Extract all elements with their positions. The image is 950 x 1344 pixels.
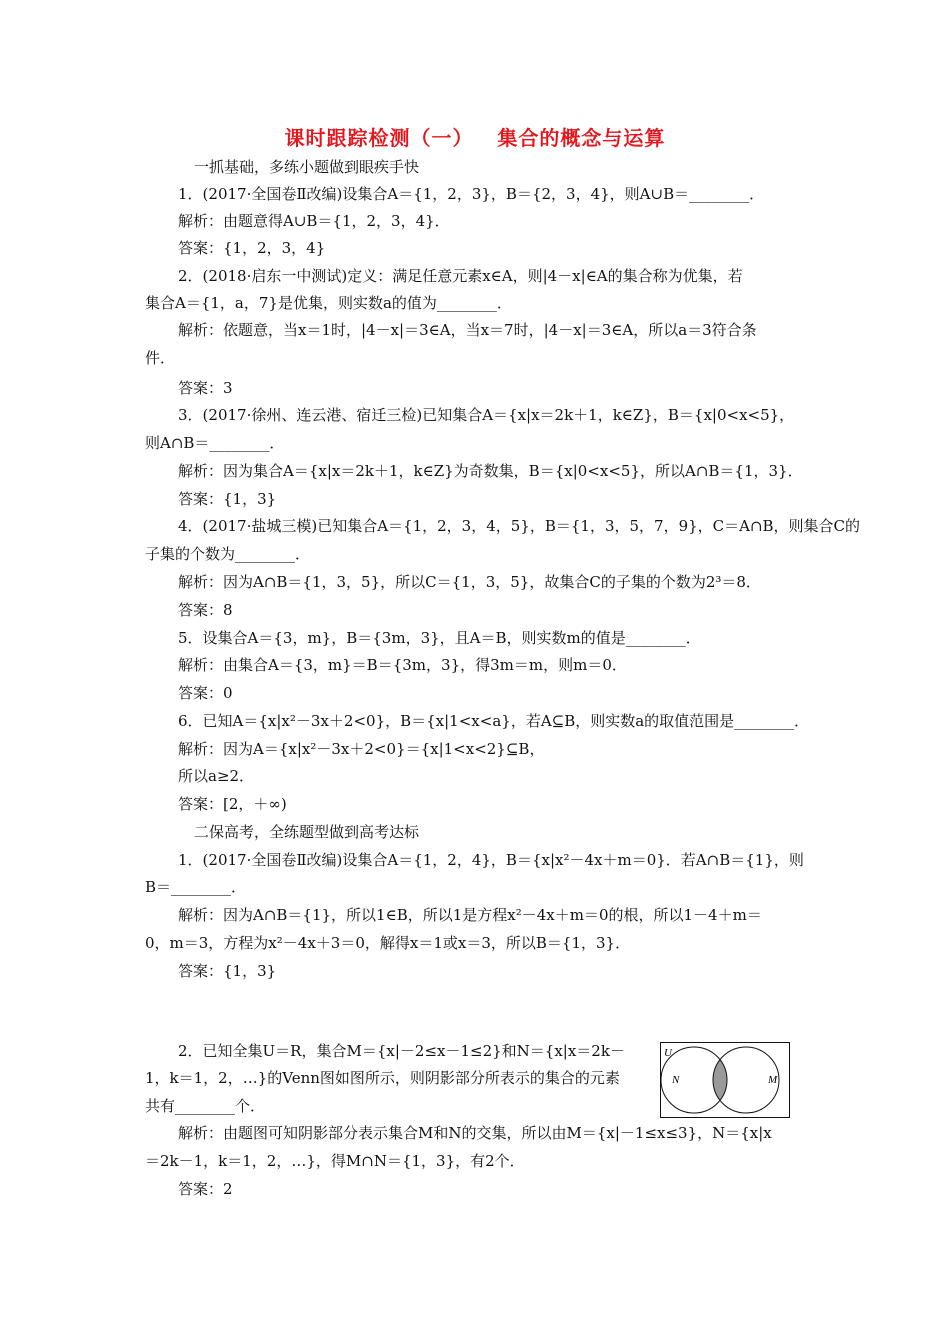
solution-line: 0，m＝3，方程为x²－4x＋3＝0，解得x＝1或x＝3，所以B＝{1，3}． [145, 934, 631, 952]
venn-label-m: M [768, 1074, 778, 1086]
question-line: B＝________． [145, 878, 247, 896]
question-line: 6．已知A＝{x|x²－3x＋2<0}，B＝{x|1<x<a}，若A⊆B，则实数a的取值范围是________． [178, 712, 810, 730]
solution-line: 解析：由集合A＝{3，m}＝B＝{3m，3}，得3m＝m，则m＝0． [178, 656, 627, 674]
solution-line: 解析：由题图可知阴影部分表示集合M和N的交集，所以由M＝{x|－1≤x≤3}，N＝{x|x [178, 1124, 772, 1142]
section-heading: 一抓基础，多练小题做到眼疾手快 [194, 158, 420, 176]
solution-line: ＝2k－1，k＝1，2，…}，得M∩N＝{1，3}，有2个． [145, 1152, 525, 1170]
venn-label-u: U [664, 1047, 672, 1059]
question-line: 1．(2017·全国卷Ⅱ改编)设集合A＝{1，2，3}，B＝{2，3，4}，则A∪B＝________． [178, 185, 765, 203]
answer-line: 答案：8 [178, 601, 233, 619]
question-line: 4．(2017·盐城三模)已知集合A＝{1，2，3，4，5}，B＝{1，3，5，7，9}，C＝A∩B，则集合C的 [178, 517, 861, 535]
answer-line: 答案：3 [178, 379, 233, 397]
page-title: 课时跟踪检测（一） 集合的概念与运算 [284, 126, 666, 150]
question-line: 1．(2017·全国卷Ⅱ改编)设集合A＝{1，2，4}，B＝{x|x²－4x＋m＝0}．若A∩B＝{1}，则 [178, 851, 804, 869]
solution-line: 所以a≥2． [178, 767, 255, 785]
solution-line: 解析：依题意，当x＝1时，|4－x|＝3∈A，当x＝7时，|4－x|＝3∈A，所以a＝3符合条 [178, 321, 757, 339]
question-line: 集合A＝{1，a，7}是优集，则实数a的值为________． [145, 294, 512, 312]
question-line: 2．(2018·启东一中测试)定义：满足任意元素x∈A，则|4－x|∈A的集合称为优集，若 [178, 267, 743, 285]
solution-line: 解析：因为A∩B＝{1}，所以1∈B，所以1是方程x²－4x＋m＝0的根，所以1－4＋m＝ [178, 906, 762, 924]
solution-line: 件． [145, 349, 176, 367]
venn-label-n: N [672, 1074, 680, 1086]
venn-diagram [660, 1042, 790, 1118]
answer-line: 答案：{1，3} [178, 962, 277, 980]
solution-line: 解析：因为A＝{x|x²－3x＋2<0}＝{x|1<x<2}⊆B， [178, 740, 545, 758]
section-heading: 二保高考，全练题型做到高考达标 [194, 823, 420, 841]
question-line: 共有________个． [145, 1097, 266, 1115]
answer-line: 答案：2 [178, 1180, 233, 1198]
question-line: 5．设集合A＝{3，m}，B＝{3m，3}，且A＝B，则实数m的值是________． [178, 629, 701, 647]
question-line: 子集的个数为________． [145, 545, 311, 563]
answer-line: 答案：{1，2，3，4} [178, 239, 326, 257]
answer-line: 答案：{1，3} [178, 490, 277, 508]
question-line: 3．(2017·徐州、连云港、宿迁三检)已知集合A＝{x|x＝2k＋1，k∈Z}，B＝{x|0<x<5}， [178, 406, 795, 424]
solution-line: 解析：因为A∩B＝{1，3，5}，所以C＝{1，3，5}，故集合C的子集的个数为2³＝8． [178, 573, 761, 591]
question-line: 1，k＝1，2，…}的Venn图如图所示，则阴影部分所表示的集合的元素 [145, 1069, 620, 1087]
answer-line: 答案：[2，＋∞) [178, 795, 287, 813]
question-line: 2．已知全集U＝R，集合M＝{x|－2≤x－1≤2}和N＝{x|x＝2k－ [178, 1042, 625, 1060]
solution-line: 解析：因为集合A＝{x|x＝2k＋1，k∈Z}为奇数集，B＝{x|0<x<5}，所以A∩B＝{1，3}． [178, 462, 803, 480]
question-line: 则A∩B＝________． [145, 434, 285, 452]
answer-line: 答案：0 [178, 684, 233, 702]
solution-line: 解析：由题意得A∪B＝{1，2，3，4}． [178, 212, 450, 230]
